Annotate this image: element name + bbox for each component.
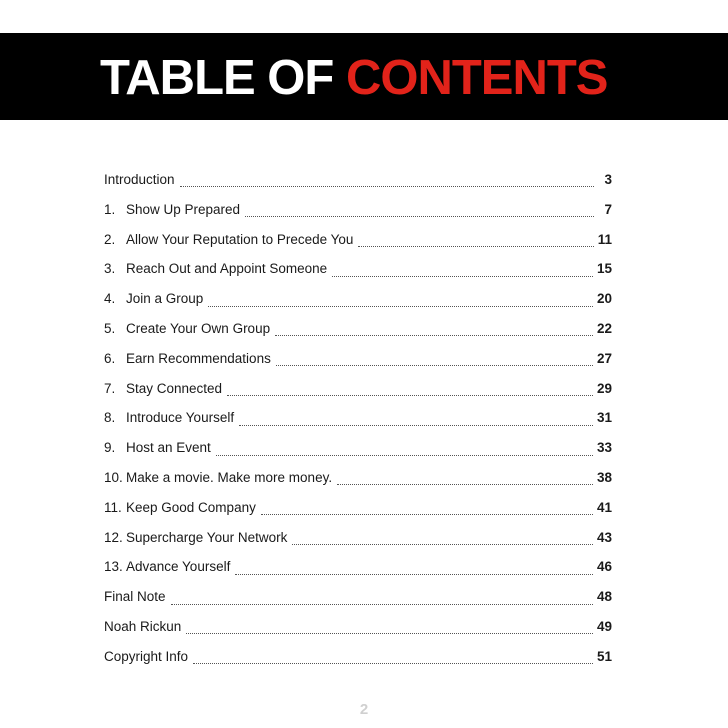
toc-entry-12[interactable] [104,525,612,555]
toc-entry-copyright[interactable] [104,644,612,674]
toc-entry-10[interactable] [104,465,612,495]
toc-entry-page: 51 [596,648,612,664]
toc-entry-label: Host an Event [126,440,211,456]
toc-entry-final-note[interactable] [104,584,612,614]
toc-entry-page: 43 [596,529,612,545]
toc-entry-6[interactable] [104,346,612,376]
toc-entry-1[interactable] [104,197,612,227]
toc-entry-page: 22 [596,320,612,336]
toc-entry-number: 1. [104,201,116,217]
toc-entry-label: Noah Rickun [104,618,182,634]
toc-entry-4[interactable] [104,286,612,316]
toc-entry-number: 10. [104,469,123,485]
dot-leader [292,544,593,545]
toc-entry-page: 29 [596,380,612,396]
dot-leader [245,216,594,217]
toc-entry-number: 4. [104,291,116,307]
title-banner [0,33,728,120]
toc-entry-label: Create Your Own Group [126,320,271,336]
toc-entry-introduction[interactable] [104,167,612,197]
dot-leader [235,574,593,575]
toc-entry-number: 8. [104,410,116,426]
dot-leader [208,306,593,307]
toc-entry-page: 3 [604,172,612,187]
toc-entry-label: Supercharge Your Network [126,529,288,545]
toc-entry-number: 2. [104,231,116,247]
toc-entry-number: 5. [104,320,116,336]
page-title-accent: CONTENTS [345,51,608,105]
dot-leader [227,395,593,396]
toc-entry-label: Show Up Prepared [126,201,241,217]
dot-leader [275,335,593,336]
table-of-contents [104,167,612,674]
dot-leader [337,484,593,485]
dot-leader [216,455,593,456]
toc-entry-label: Introduction [104,172,175,187]
toc-entry-page: 48 [596,589,612,605]
page-title [100,50,607,106]
toc-entry-page: 7 [604,201,612,217]
toc-entry-page: 11 [597,231,612,247]
toc-entry-9[interactable] [104,435,612,465]
toc-entry-page: 49 [596,618,612,634]
dot-leader [276,365,593,366]
toc-entry-page: 46 [596,559,612,575]
dot-leader [171,604,593,605]
toc-entry-label: Join a Group [126,291,204,307]
toc-entry-page: 20 [596,291,612,307]
toc-entry-2[interactable] [104,227,612,257]
toc-entry-5[interactable] [104,316,612,346]
toc-entry-number: 3. [104,261,116,277]
toc-entry-label: Make a movie. Make more money. [126,469,333,485]
dot-leader [239,425,593,426]
toc-entry-number: 13. [104,559,123,575]
dot-leader [193,663,593,664]
toc-entry-label: Earn Recommendations [126,350,271,366]
page-number: 2 [359,701,369,718]
toc-entry-13[interactable] [104,554,612,584]
dot-leader [186,633,593,634]
dot-leader [261,514,593,515]
dot-leader [332,276,593,277]
toc-entry-page: 33 [596,440,612,456]
toc-entry-label: Keep Good Company [126,499,256,515]
toc-entry-label: Allow Your Reputation to Precede You [126,231,354,247]
page-title-part1: TABLE OF [100,51,334,105]
toc-entry-label: Introduce Yourself [126,410,235,426]
toc-entry-8[interactable] [104,405,612,435]
toc-entry-page: 27 [596,350,612,366]
toc-entry-11[interactable] [104,495,612,525]
toc-entry-number: 6. [104,350,116,366]
toc-entry-page: 41 [596,499,612,515]
toc-entry-label: Advance Yourself [126,559,231,575]
toc-entry-page: 31 [596,410,612,426]
toc-entry-label: Reach Out and Appoint Someone [126,261,328,277]
dot-leader [180,186,594,187]
toc-entry-number: 12. [104,529,123,545]
toc-entry-number: 7. [104,380,116,396]
toc-entry-3[interactable] [104,256,612,286]
dot-leader [358,246,593,247]
toc-entry-7[interactable] [104,376,612,406]
toc-entry-number: 9. [104,440,116,456]
toc-entry-page: 38 [596,469,612,485]
toc-entry-number: 11. [104,499,122,515]
toc-entry-label: Stay Connected [126,380,223,396]
toc-entry-label: Final Note [104,589,166,605]
toc-entry-label: Copyright Info [104,648,189,664]
toc-entry-author[interactable] [104,614,612,644]
toc-entry-page: 15 [596,261,612,277]
